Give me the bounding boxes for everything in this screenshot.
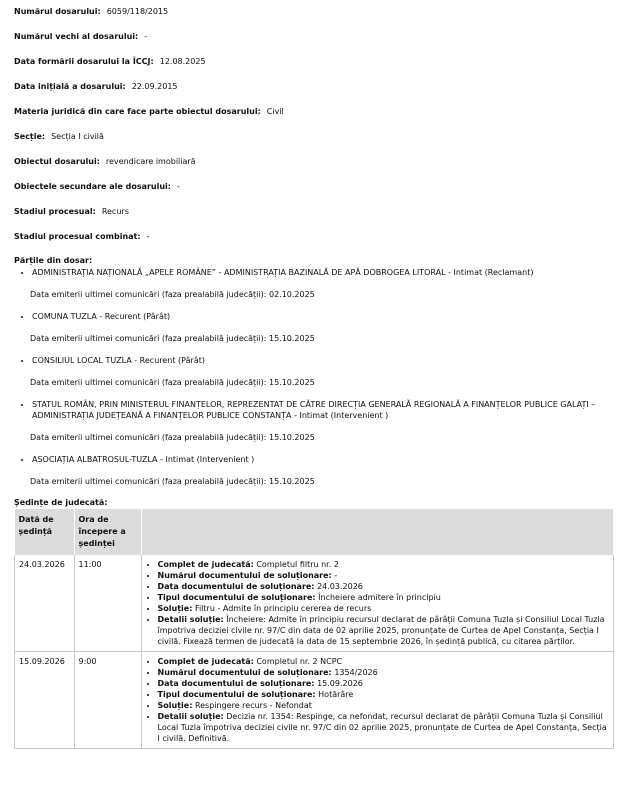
detail-value: Completul nr. 2 NCPC (256, 657, 343, 666)
detail-value: Decizia nr. 1354: Respinge, ca nefondat, recursul declarat de pârâții Comuna Tuzla și Consiliul Local Tuzla împotriva deciziei civile nr. 97/C din 02 aprilie 2025, pronunțate de Curtea de Apel Constanța, Secția I civilă. Definitivă. (157, 712, 607, 743)
detail-label: Numărul documentului de soluționare: (157, 571, 332, 580)
field-label: Data inițială a dosarului: (14, 82, 126, 91)
old-case-number-field (14, 31, 613, 56)
hearing-time: 9:00 (74, 652, 141, 749)
hearing-details (141, 555, 614, 652)
field-label: Stadiul procesual: (14, 207, 96, 216)
party-item (32, 454, 613, 487)
field-label: Obiectele secundare ale dosarului: (14, 182, 171, 191)
party-item (32, 311, 613, 344)
field-value: Secția I civilă (51, 132, 104, 141)
case-object-field (14, 156, 613, 181)
field-value: - (144, 32, 148, 41)
field-value: 12.08.2025 (159, 57, 206, 66)
party-item (32, 355, 613, 388)
detail-item (158, 570, 610, 581)
detail-label: Detalii soluție: (157, 712, 224, 721)
detail-value: Încheiere: Admite în principiu recursul declarat de pârâții Comuna Tuzla și Consiliul Local Tuzla împotriva deciziei civile nr. 97/C din data de 02 aprilie 2025, pronunțate de Curtea de Apel Constanța, Secția I civilă. Fixează termen de judecată la data de 15 septembrie 2026, în ședință publică, cu citarea părților. (157, 615, 605, 646)
party-communication-date: Data emiterii ultimei comunicări (faza prealabilă judecății): 15.10.2025 (30, 378, 315, 387)
hearing-time: 11:00 (74, 555, 141, 652)
party-item (32, 399, 613, 443)
detail-label: Data documentului de soluționare: (157, 679, 315, 688)
hearings-table (14, 509, 614, 749)
detail-value: 15.09.2026 (317, 679, 363, 688)
field-label: Numărul dosarului: (14, 7, 101, 16)
detail-item (158, 559, 610, 570)
field-label: Secție: (14, 132, 46, 141)
field-label: Obiectul dosarului: (14, 157, 100, 166)
hearing-date: 24.03.2026 (15, 555, 75, 652)
field-value: - (177, 182, 180, 191)
detail-item (158, 678, 610, 689)
field-value: revendicare imobiliară (105, 157, 196, 166)
detail-label: Detalii soluție: (157, 615, 224, 624)
party-name: • ASOCIAȚIA ALBATROSUL-TUZLA - Intimat (Intervenient ) (32, 455, 255, 464)
field-label: Materia juridică din care face parte obiectul dosarului: (14, 107, 261, 116)
field-label: Numărul vechi al dosarului: (14, 32, 139, 41)
parties-list (14, 267, 613, 487)
party-communication-date: Data emiterii ultimei comunicări (faza prealabilă judecății): 15.10.2025 (30, 477, 315, 486)
detail-label: Soluție: (157, 604, 193, 613)
detail-item (158, 667, 610, 678)
detail-value: Încheiere admitere în principiu (318, 593, 441, 602)
hearings-header-row (15, 509, 614, 555)
detail-item (158, 700, 610, 711)
detail-value: 1354/2026 (334, 668, 378, 677)
party-communication-date: Data emiterii ultimei comunicări (faza prealabilă judecății): 02.10.2025 (30, 290, 315, 299)
table-row (15, 555, 614, 652)
secondary-objects-field (14, 181, 613, 206)
detail-value: Filtru - Admite în principiu cererea de recurs (194, 604, 372, 613)
party-communication-date: Data emiterii ultimei comunicări (faza prealabilă judecății): 15.10.2025 (30, 433, 315, 442)
hearing-time-header: Ora de începere a ședinței (74, 509, 141, 555)
detail-item (158, 592, 610, 603)
table-row (15, 652, 614, 749)
field-label: Data formării dosarului la ÎCCJ: (14, 57, 154, 66)
hearings-title: Ședințe de judecată: (14, 498, 108, 507)
detail-value: - (334, 571, 338, 580)
case-number-field (14, 6, 613, 31)
party-name: • COMUNA TUZLA - Recurent (Pârât) (32, 312, 171, 321)
detail-item (158, 711, 610, 744)
combined-stage-field (14, 231, 613, 256)
party-name: • STATUL ROMÂN, PRIN MINISTERUL FINANȚELOR, REPREZENTAT DE CĂTRE DIRECȚIA GENERALĂ REGIONALĂ A FINANȚELOR PUBLICE GALAȚI – ADMINISTRAȚIA JUDEȚEANĂ A FINANȚELOR PUBLICE CONSTANȚA - Intimat (Intervenient ) (32, 400, 596, 420)
detail-label: Tipul documentului de soluționare: (157, 690, 316, 699)
detail-value: Completul filtru nr. 2 (256, 560, 339, 569)
hearing-details (141, 652, 614, 749)
procedural-stage-field (14, 206, 613, 231)
party-communication-date: Data emiterii ultimei comunicări (faza prealabilă judecății): 15.10.2025 (30, 334, 315, 343)
party-item (32, 267, 613, 300)
detail-item (158, 581, 610, 592)
field-label: Stadiul procesual combinat: (14, 232, 141, 241)
detail-label: Complet de judecată: (157, 560, 254, 569)
section-field (14, 131, 613, 156)
detail-item (158, 689, 610, 700)
field-value: 22.09.2015 (131, 82, 178, 91)
detail-label: Numărul documentului de soluționare: (157, 668, 332, 677)
field-value: - (146, 232, 150, 241)
detail-item (158, 603, 610, 614)
party-name: • ADMINISTRAȚIA NAȚIONALĂ „APELE ROMÂNE” - ADMINISTRAȚIA BAZINALĂ DE APĂ DOBROGEA LITORAL - Intimat (Reclamant) (32, 268, 534, 277)
legal-matter-field (14, 106, 613, 131)
detail-value: Hotărâre (318, 690, 354, 699)
detail-item (158, 656, 610, 667)
hearing-details-header (141, 509, 614, 555)
hearing-date-header: Dată de ședință (15, 509, 75, 555)
detail-item (158, 614, 610, 647)
party-name: • CONSILIUL LOCAL TUZLA - Recurent (Pârât) (32, 356, 205, 365)
detail-value: Respingere recurs - Nefondat (194, 701, 312, 710)
field-value: 6059/118/2015 (106, 7, 169, 16)
detail-value: 24.03.2026 (317, 582, 363, 591)
hearing-date: 15.09.2026 (15, 652, 75, 749)
detail-label: Soluție: (157, 701, 193, 710)
detail-label: Tipul documentului de soluționare: (157, 593, 316, 602)
parties-title: Părțile din dosar: (14, 256, 93, 265)
initial-date-field (14, 81, 613, 106)
detail-label: Data documentului de soluționare: (157, 582, 315, 591)
detail-label: Complet de judecată: (157, 657, 254, 666)
field-value: Recurs (101, 207, 129, 216)
field-value: Civil (266, 107, 284, 116)
formation-date-field (14, 56, 613, 81)
